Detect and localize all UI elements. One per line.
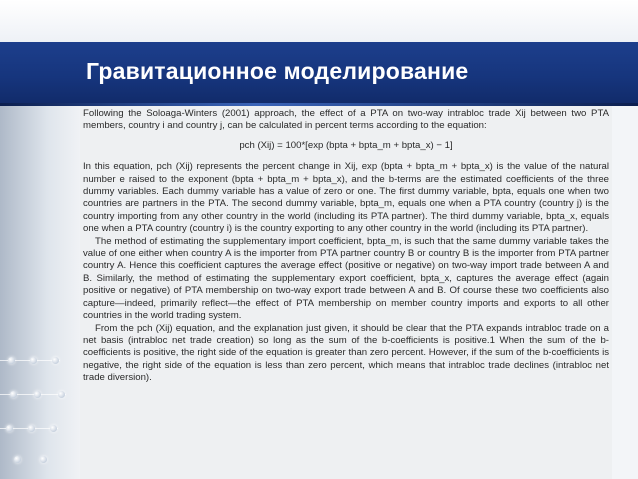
decorative-dots	[0, 336, 70, 476]
paragraph-4: From the pch (Xij) equation, and the explanation just given, it should be clear that the PTA expands intrabloc trade on a net basis (intrabloc net trade creation) so long as the sum of the b-coefficients is positive.1 When the sum of the b-coefficients is positive, the right side of the equation is greater than zero percent. However, if the sum of the b-coefficients is negative, the right side of the equation is less than zero percent, which means that intrabloc trade declines (intrabloc net trade diversion).	[83, 322, 609, 384]
top-background	[0, 0, 638, 42]
document-scan	[80, 106, 612, 479]
document-text	[83, 108, 609, 385]
equation: pch (Xij) = 100*[exp (bpta + bpta_m + bpta_x) − 1]	[239, 139, 453, 151]
paragraph-1: Following the Soloaga-Winters (2001) approach, the effect of a PTA on two-way intrabloc trade Xij between two PTA members, country i and country j, can be calculated in percent terms according to the equation:	[83, 108, 609, 132]
slide-title: Гравитационное моделирование	[86, 58, 469, 84]
paragraph-2: In this equation, pch (Xij) represents the percent change in Xij, exp (bpta + bpta_m + bpta_x) is the value of the natural number e raised to the exponent (bpta + bpta_m + bpta_x), and the b-terms are the estimated coefficients of the three dummy variables. Each dummy variable has a value of zero or one. The first dummy variable, bpta, equals one when two countries are partners in the PTA. The second dummy variable, bpta_m, equals one when a PTA country (country j) is the country importing from any other country in the world (including its PTA partner). The third dummy variable, bpta_x, equals one when a PTA country (country i) is the country exporting to any other country in the world (including its PTA partner).	[83, 161, 609, 235]
decorative-left-panel	[0, 106, 80, 479]
paragraph-3: The method of estimating the supplementary import coefficient, bpta_m, is such that the same dummy variable takes the value of one either when country A is the importer from PTA partner country B or country B is the importer from PTA partner country A. Hence this coefficient captures the average effect (positive or negative) on two-way import trade between A and B. Similarly, the method of estimating the supplementary export coefficient, bpta_x, captures the average effect (again positive or negative) of PTA membership on two-way export trade between A and B. Of course these two coefficients also capture—indeed, primarily reflect—the effect of PTA membership on member country imports and exports to all other countries in the world trading system.	[83, 235, 609, 322]
